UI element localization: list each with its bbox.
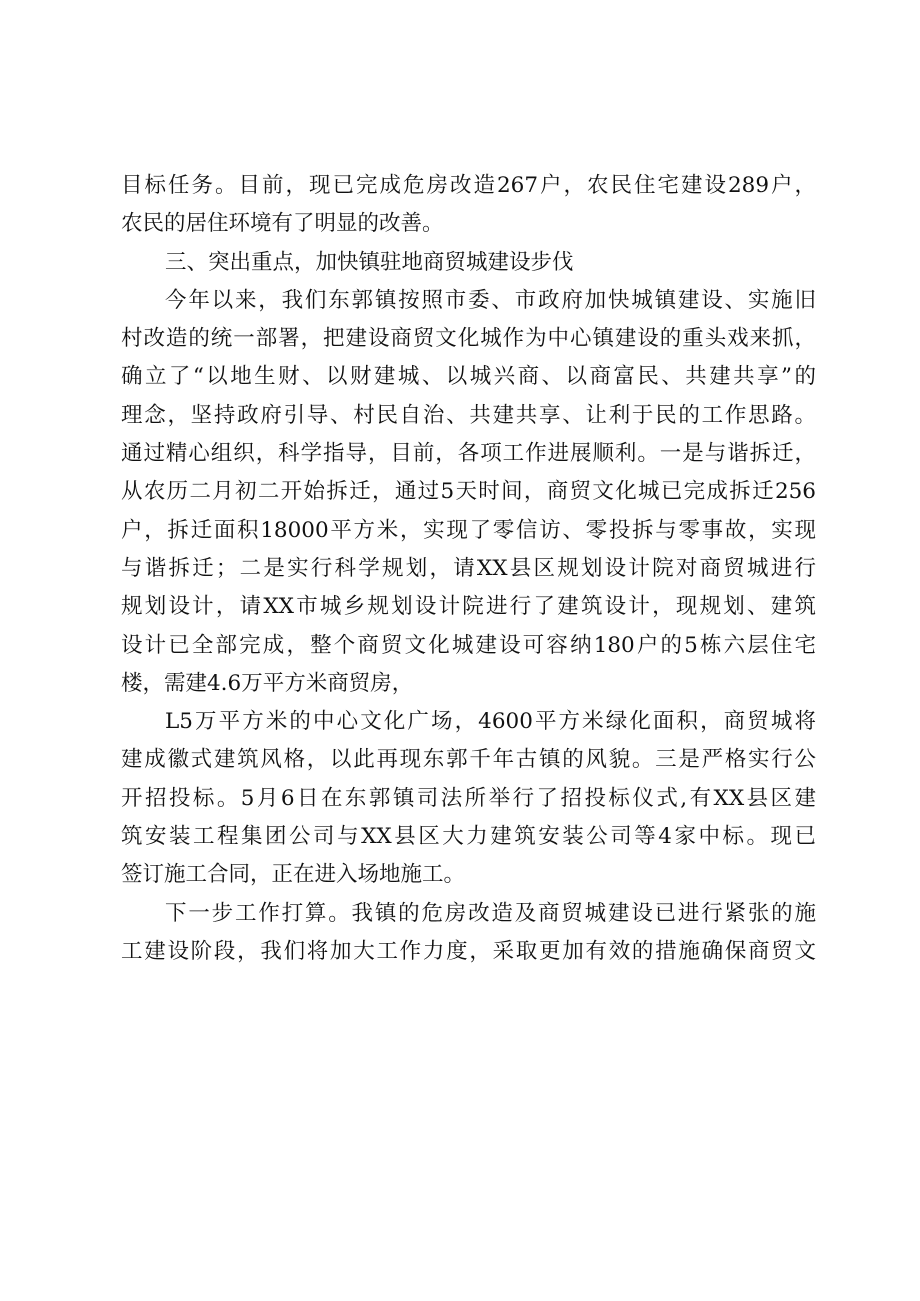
paragraph-p1 [121,167,816,244]
text-line: 确立了“以地生财、以财建城、以城兴商、以商富民、共建共享”的 [121,364,816,390]
text-line: 规划设计，请XX市城乡规划设计院进行了建筑设计，现规划、建筑 [121,594,816,620]
text-line: 设计已全部完成，整个商贸文化城建设可容纳180户的5栋六层住宅 [121,632,816,658]
text-line: 村改造的统一部署，把建设商贸文化城作为中心镇建设的重头戏来抓， [121,326,816,352]
text-line: 从农历二月初二开始拆迁，通过5天时间，商贸文化城已完成拆迁256 [121,479,816,505]
text-line: 建成徽式建筑风格，以此再现东郭千年古镇的风貌。三是严格实行公 [121,747,816,773]
document-page [121,167,816,971]
text-line: 通过精心组织，科学指导，目前，各项工作进展顺利。一是与谐拆迁， [121,441,816,467]
text-line: 工建设阶段，我们将加大工作力度，采取更加有效的措施确保商贸文 [121,938,816,964]
text-line: 农民的居住环境有了明显的改善。 [121,211,444,237]
heading-line: 三、突出重点，加快镇驻地商贸城建设步伐 [165,249,574,275]
paragraph-p3 [121,703,816,894]
text-line: 筑安装工程集团公司与XX县区大力建筑安装公司等4家中标。现已 [121,824,816,850]
text-line: 开招投标。5月6日在东郭镇司法所举行了招投标仪式,有XX县区建 [121,785,816,811]
text-line: 目标任务。目前，现已完成危房改造267户，农民住宅建设289户， [121,173,816,198]
text-line: 下一步工作打算。我镇的危房改造及商贸城建设已进行紧张的施 [165,900,816,926]
text-line: L5万平方米的中心文化广场，4600平方米绿化面积，商贸城将 [165,709,816,735]
text-line: 签订施工合同，正在进入场地施工。 [121,862,466,888]
text-line: 楼，需建4.6万平方米商贸房， [121,670,414,696]
text-line: 理念，坚持政府引导、村民自治、共建共享、让利于民的工作思路。 [121,402,816,428]
paragraph-p4 [121,895,816,972]
text-line: 户，拆迁面积18000平方米，实现了零信访、零投拆与零事故，实现 [121,517,816,543]
text-line: 与谐拆迁；二是实行科学规划，请XX县区规划设计院对商贸城进行 [121,555,816,581]
text-line: 今年以来，我们东郭镇按照市委、市政府加快城镇建设、实施旧 [165,287,816,313]
paragraph-p2 [121,282,816,703]
section-heading [121,244,816,282]
